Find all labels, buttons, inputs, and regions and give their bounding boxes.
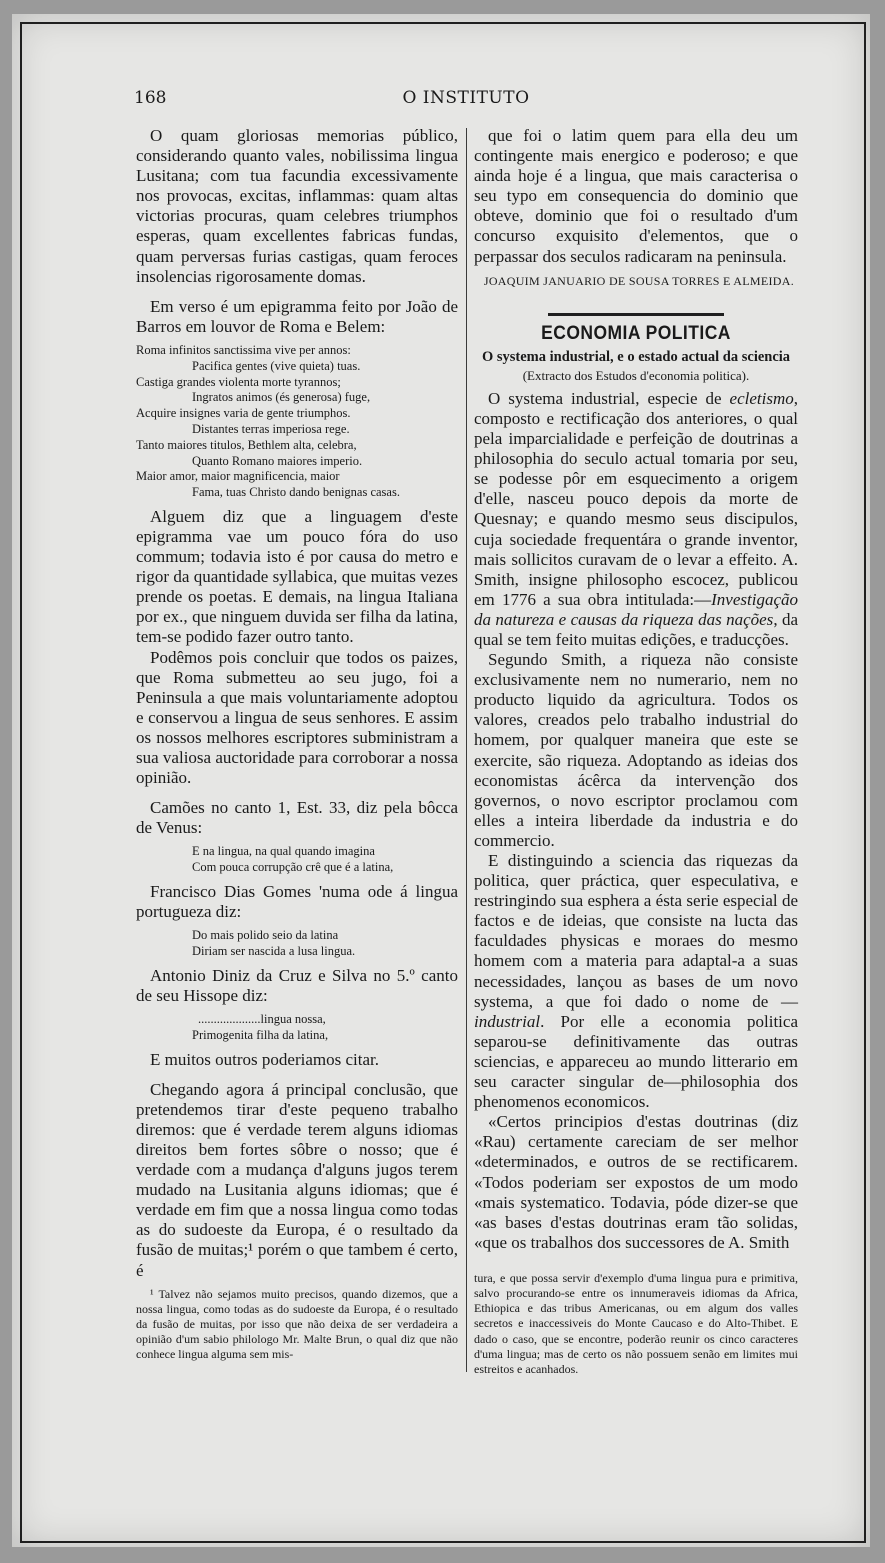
verse-block — [136, 343, 458, 501]
verse-line: ....................lingua nossa, — [198, 1011, 326, 1026]
paragraph: Segundo Smith, a riqueza não consiste exclusivamente nem no numerario, nem no producto liquido da agricultura. Todos os valores, creados pelo trabalho industrial do homem, por qualquer maneira que este se exercite, são riqueza. Adoptando as ideias dos economistas ácêrca da intervenção dos governos, o novo escriptor proclamou com elles a inteira liberdade da industria e do commercio. — [474, 650, 798, 850]
footnote — [136, 1287, 458, 1363]
footnote-continuation — [474, 1271, 798, 1377]
verse-line: Distantes terras imperiosa rege. — [192, 421, 350, 436]
verse-line: Tanto maiores titulos, Bethlem alta, celebra, — [136, 437, 357, 452]
column-divider — [466, 128, 467, 1372]
verse-line: Primogenita filha da latina, — [192, 1027, 329, 1042]
paragraph: Chegando agora á principal conclusão, que pretendemos tirar d'este pequeno trabalho diremos: que é verdade terem alguns idiomas direitos bem fortes sôbre o nosso; que é verdade com a mudança d'alguns jugos terem mudado na Lusitania alguns idiomas; que é verdade em fim que a nossa lingua como todas as do sudoeste da Europa, é o resultado da fusão de muitas;¹ porém o que tambem é certo, é — [136, 1079, 458, 1280]
verse-line: Quanto Romano maiores imperio. — [192, 453, 363, 468]
section-divider — [548, 313, 724, 316]
paragraph: O quam gloriosas memorias público, considerando quanto vales, nobilissima lingua Lusitana; com tua facundia excessivamente nos provocas, excitas, inflammas: quam altas victorias procuras, quam celebres triumphos esperas, quam excellentes fabricas fundas, quam perversas furias castigas, quam feroces insolencias rigorosamente domas. — [136, 126, 458, 286]
paragraph: que foi o latim quem para ella deu um contingente mais energico e poderoso; e que ainda hoje é a lingua, que mais caracterisa o seu typo em consequencia do dominio que obteve, dominio que foi o resultado d'um concurso exquisito d'elementos, que o perpassar dos seculos radicaram na peninsula. — [474, 126, 798, 266]
verse-block — [136, 928, 458, 960]
paragraph: Alguem diz que a linguagem d'este epigramma vae um pouco fóra do uso commum; todavia isto é por causa do metro e rigor da quantidade syllabica, que muitas vezes prende os poetas. E demais, na lingua Italiana por ex., que ninguem duvida ser filha da latina, tem-se podido fazer outro tanto. — [136, 506, 458, 647]
paragraph: «Certos principios d'estas doutrinas (diz «Rau) certamente careciam de ser melhor «determinados, e outros de se rectificarem. «Todos poderiam ser expostos de um modo «mais systematico. Todavia, póde dizer-se que «as bases d'estas doutrinas eram tão solidas, «que os trabalhos dos successores de A. Smith — [474, 1112, 798, 1252]
extract-note: (Extracto dos Estudos d'economia politica). — [522, 367, 750, 383]
paragraph: Francisco Dias Gomes 'numa ode á lingua portugueza diz: — [136, 882, 458, 922]
verse-line: Fama, tuas Christo dando benignas casas. — [192, 485, 400, 500]
footnote-text: ¹ Talvez não sejamos muito precisos, quando dizemos, que a nossa lingua, como todas as do sudoeste da Europa, é o resultado da fusão de muitas, por isso que não deixa de ser verdadeira a opinião d'um sabio philologo Mr. Malte Brun, o qual diz que não conhece lingua alguma sem mis- — [136, 1286, 458, 1362]
paragraph: Antonio Diniz da Cruz e Silva no 5.º canto de seu Hissope diz: — [136, 965, 458, 1005]
paragraph: O systema industrial, especie de ecletismo, composto e rectificação dos anteriores, o qual pela imparcialidade e perfeição de doutrinas a philosophia do seculo actual tomaria por seu, se podesse pôr em esquecimento a origem d'elle, nasceu pouco depois da morte de Quesnay; e quando mesmo seus discipulos, cuja sociedade frequentára o grande inventor, mais sollicitos curavam de o levar a effeito. A. Smith, insigne philosopho escocez, publicou em 1776 a sua obra intitulada:—Investigação da natureza e causas da riqueza das nações, da qual se tem feito muitas edições, e traducções. — [474, 388, 799, 649]
right-column — [474, 126, 798, 1377]
verse-line: Roma infinitos sanctissima vive per annos: — [136, 342, 351, 357]
verse-line: Maior amor, maior magnificencia, maior — [136, 469, 340, 484]
footnote-text: tura, e que possa servir d'exemplo d'uma lingua pura e primitiva, salvo procurando-se entre os innumeraveis idiomas da Africa, Ethiopica e das tribus Americanas, ou em algum dos valles secretos e inaccessiveis do Monte Caucaso e do Alto-Thibet. E dado o caso, que se encontre, poderão reunir os cinco caracteres d'uma lingua; mas de certo os não possuem senão em limites mui estreitos e acanhados. — [474, 1270, 798, 1377]
article-subtitle: O systema industrial, e o estado actual da sciencia — [481, 348, 791, 365]
verse-line: Do mais polido seio da latina — [192, 928, 339, 943]
paragraph: Em verso é um epigramma feito por João de Barros em louvor de Roma e Belem: — [136, 296, 458, 336]
verse-line: Castiga grandes violenta morte tyrannos; — [136, 374, 341, 389]
verse-line: Pacifica gentes (vive quieta) tuas. — [192, 358, 361, 373]
page-header — [134, 88, 798, 112]
left-column — [136, 126, 458, 1363]
paragraph: Podêmos pois concluir que todos os paizes, que Roma submetteu ao seu jugo, foi a Peninsula a que mais voluntariamente adoptou e conservou a lingua de seus senhores. E assim os nossos melhores escriptores subministram a sua valiosa auctoridade para corroborar a nossa opinião. — [136, 647, 458, 788]
verse-block — [136, 844, 458, 876]
verse-line: Acquire insignes varia de gente triumphos. — [136, 406, 351, 421]
paragraph: Camões no canto 1, Est. 33, diz pela bôcca de Venus: — [136, 798, 458, 838]
verse-line: Ingratos animos (és generosa) fuge, — [192, 390, 371, 405]
verse-line: E na lingua, na qual quando imagina — [192, 844, 375, 859]
paragraph: E muitos outros poderiamos citar. — [150, 1049, 379, 1069]
page-number: 168 — [134, 88, 167, 108]
author-signature: JOAQUIM JANUARIO DE SOUSA TORRES E ALMEIDA. — [483, 273, 794, 288]
section-title: ECONOMIA POLITICA — [541, 322, 731, 344]
verse-block — [136, 1012, 458, 1044]
verse-line: Com pouca corrupção crê que é a latina, — [192, 860, 394, 875]
journal-title: O INSTITUTO — [402, 88, 530, 108]
paragraph: E distinguindo a sciencia das riquezas da politica, quer práctica, quer especulativa, e restringindo sua esphera a ésta serie especial de factos e de ideias, que consiste na lucta das faculdades physicas e moraes do mesmo homem com a materia para adaptal-a a suas necessidades, lançou as bases de um novo systema, a que foi dado o nome de — industrial. Por elle a economia politica separou-se definitivamente das outras sciencias, e appareceu ao mundo litterario em seu caracter singular de—philosophia dos phenomenos economicos. — [474, 851, 798, 1112]
verse-line: Diriam ser nascida a lusa lingua. — [192, 943, 356, 958]
